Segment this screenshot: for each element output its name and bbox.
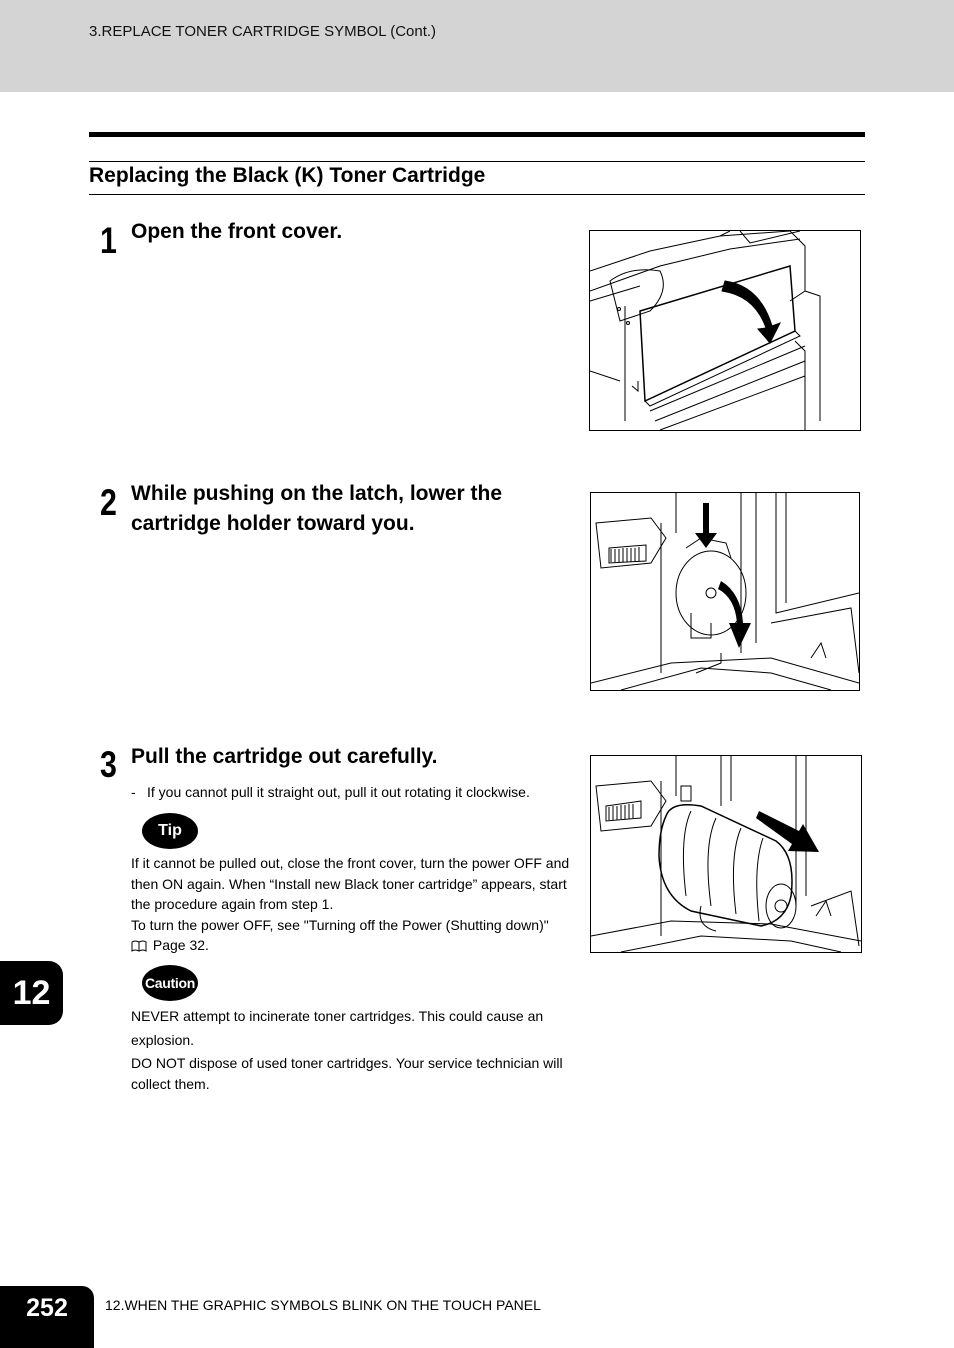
caution-badge: Caution	[142, 965, 198, 1001]
step-2-number: 2	[100, 482, 117, 523]
header-band	[0, 0, 954, 92]
section-rule-bottom	[89, 194, 865, 195]
step-3-bullet	[131, 784, 530, 800]
tip-text	[131, 853, 571, 958]
figure-lower-cartridge-holder	[590, 492, 860, 691]
page-number: 252	[0, 1286, 94, 1348]
cartridge-holder-illustration	[591, 493, 859, 690]
section-rule-top	[89, 161, 865, 162]
step-1-title: Open the front cover.	[131, 220, 343, 243]
arrow-icon	[695, 503, 717, 548]
running-header: 3.REPLACE TONER CARTRIDGE SYMBOL (Cont.)	[89, 23, 437, 40]
figure-pull-cartridge-out	[590, 755, 862, 953]
tip-text-2: To turn the power OFF, see "Turning off the Power (Shutting down)"	[131, 916, 549, 933]
page-reference-link[interactable]: Page 32.	[152, 937, 209, 953]
step-2-title: While pushing on the latch, lower the cartridge holder toward you.	[131, 482, 503, 535]
footer-chapter-title: 12.WHEN THE GRAPHIC SYMBOLS BLINK ON THE TOUCH PANEL	[105, 1297, 541, 1313]
caution-text-2: DO NOT dispose of used toner cartridges. Your service technician will collect them.	[131, 1055, 563, 1092]
chapter-tab[interactable]: 12	[0, 961, 63, 1025]
copier-front-cover-illustration	[590, 231, 860, 430]
arrow-icon	[722, 281, 780, 343]
caution-text-1: NEVER attempt to incinerate toner cartridges. This could cause an explosion.	[131, 1008, 544, 1048]
book-icon	[131, 937, 149, 958]
tip-badge: Tip	[142, 813, 198, 849]
step-3-number: 3	[100, 744, 117, 785]
figure-open-front-cover	[589, 230, 861, 431]
step-3-title: Pull the cartridge out carefully.	[131, 745, 438, 768]
section-title: Replacing the Black (K) Toner Cartridge	[89, 164, 486, 187]
section-rule-thick	[89, 132, 865, 137]
tip-text-1: If it cannot be pulled out, close the front cover, turn the power OFF and then ON again. When “Install new Black toner cartridge” appears, start the procedure again from step 1.	[131, 855, 570, 912]
step-1-number: 1	[100, 220, 117, 261]
bullet-dash: -	[131, 784, 136, 800]
arrow-icon	[756, 811, 819, 852]
step-3-bullet-text: If you cannot pull it straight out, pull it out rotating it clockwise.	[147, 784, 530, 800]
pull-cartridge-illustration	[591, 756, 861, 952]
